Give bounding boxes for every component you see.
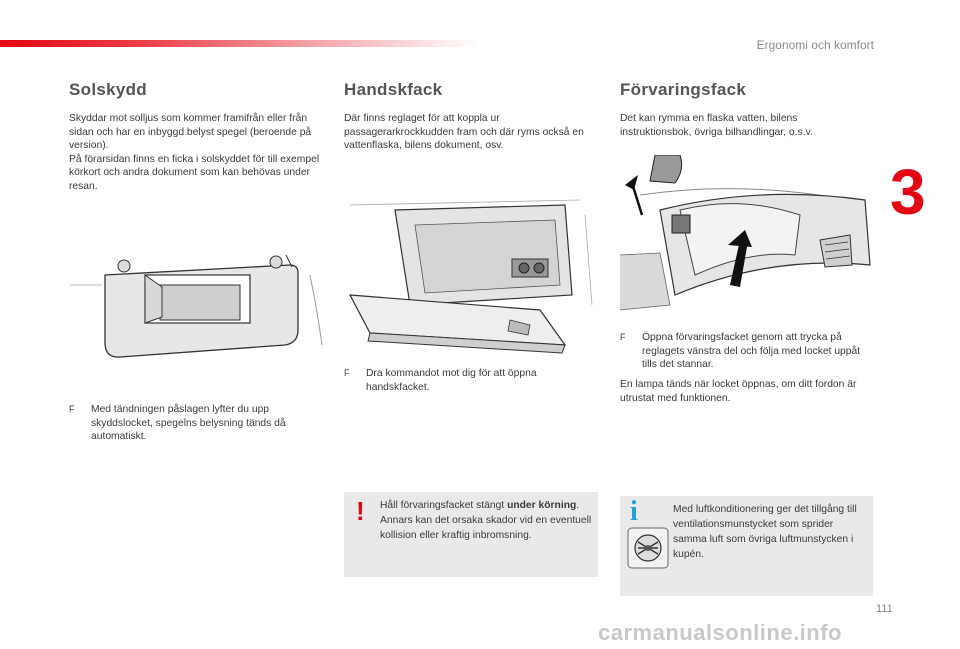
storage-instruction-text: Öppna förvaringsfacket genom att trycka på reglagets vänstra del och följa med locket uppåt tills det stannar. [642, 332, 861, 370]
glovebox-heading: Handskfack [344, 80, 443, 99]
chapter-number: 3 [890, 156, 926, 228]
watermark: carmanualsonline.info [598, 620, 842, 645]
bullet-marker: F [620, 332, 626, 342]
glovebox-description: Där finns reglaget för att koppla ur passagerarkrockkudden fram och där ryms också en vattenflaska, bilens dokument, osv. [344, 113, 584, 151]
storage-lamp-note: En lampa tänds när locket öppnas, om ditt fordon är utrustat med funktionen. [620, 379, 857, 404]
storage-illustration [620, 155, 873, 315]
storage-heading: Förvaringsfack [620, 80, 747, 99]
info-icon: i [630, 496, 638, 527]
warning-text-end: . Annars kan det orsaka skador vid en eventuell kollision eller kraftig inbromsning. [380, 500, 592, 541]
sun-visor-instruction [69, 403, 327, 444]
header-accent-bar [0, 40, 480, 47]
page-number: 111 [876, 603, 893, 615]
info-box [620, 496, 873, 596]
bullet-marker: F [344, 368, 350, 378]
vent-icon [626, 526, 670, 570]
warning-text-start: Håll förvaringsfacket stängt [380, 500, 508, 511]
glovebox-instruction [344, 367, 589, 394]
warning-icon: ! [356, 496, 365, 526]
warning-box [344, 492, 598, 577]
sun-visor-illustration [60, 245, 330, 380]
info-text: Med luftkonditionering ger det tillgång till ventilationsmunstycket som sprider samma luft som övriga luftmunstycken i kupén. [673, 504, 857, 560]
sun-visor-description: Skyddar mot solljus som kommer framifrån eller från sidan och har en inbyggd belyst spegel (beroende på version). På förarsidan finns en ficka i solskyddet för till exempel körkort och andra dokument som kan behövas under resan. [69, 113, 320, 192]
warning-text [380, 498, 592, 543]
glovebox-illustration [340, 185, 600, 360]
storage-instruction [620, 331, 870, 372]
warning-text-emphasis: under körning [507, 500, 577, 511]
storage-description: Det kan rymma en flaska vatten, bilens instruktionsbok, övriga bilhandlingar, o.s.v. [620, 113, 813, 138]
chapter-title: Ergonomi och komfort [756, 38, 874, 52]
bullet-marker: F [69, 404, 75, 414]
sun-visor-instruction-text: Med tändningen påslagen lyfter du upp skyddslocket, spegelns belysning tänds då automatiskt. [91, 404, 286, 442]
sun-visor-heading: Solskydd [69, 80, 147, 99]
glovebox-instruction-text: Dra kommandot mot dig för att öppna handskfacket. [366, 368, 537, 393]
